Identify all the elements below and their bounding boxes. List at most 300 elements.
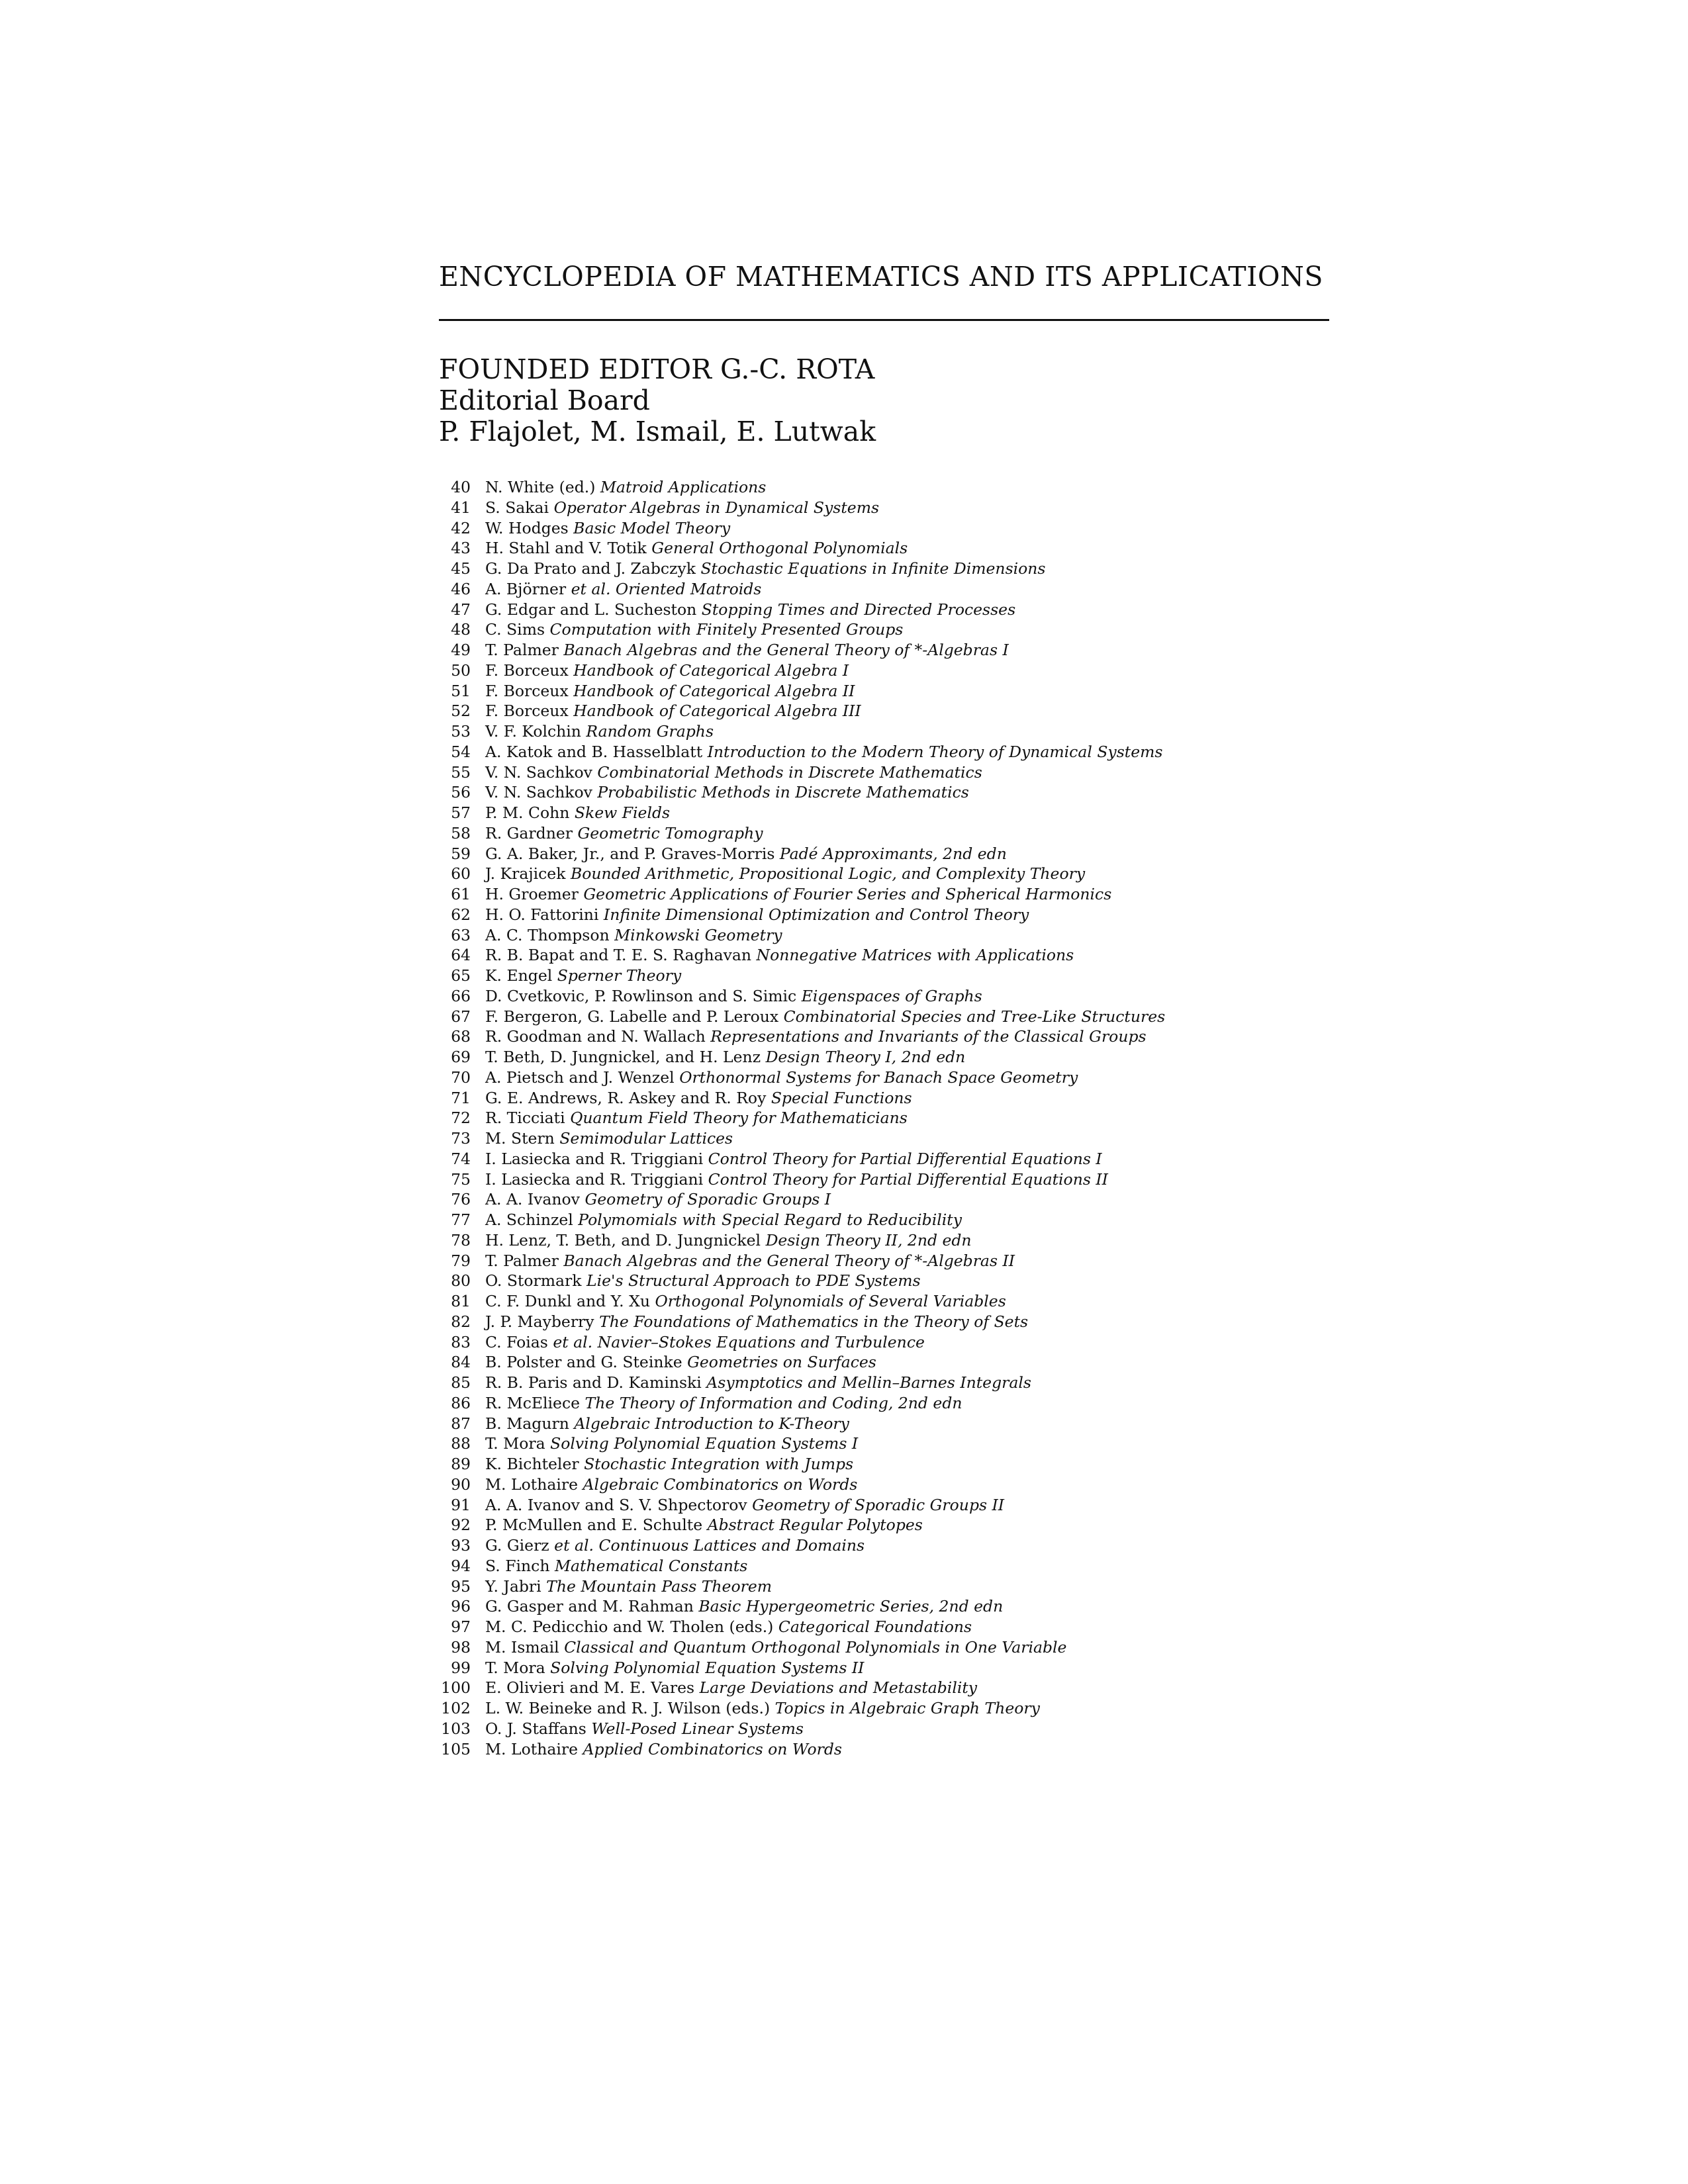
volume-text [485,619,903,640]
volume-authors-etal: et al. [571,579,611,598]
volume-title: Infinite Dimensional Optimization and Control Theory [603,905,1029,924]
volume-number: 56 [451,783,471,802]
volume-text [485,1251,1015,1271]
volume-number: 53 [451,722,471,741]
volume-number: 67 [451,1007,471,1026]
volume-entry [0,986,1688,1007]
volume-entry [0,1251,1688,1271]
volume-title: Random Graphs [586,722,714,741]
volume-text [485,701,861,721]
volume-number: 91 [451,1495,471,1514]
volume-entry [0,762,1688,783]
volume-number: 40 [451,478,471,496]
volume-title: Nonnegative Matrices with Applications [756,946,1074,965]
volume-title: Handbook of Categorical Algebra III [573,702,861,721]
volume-title: Handbook of Categorical Algebra II [573,681,855,700]
volume-entry [0,1149,1688,1169]
volume-text [485,844,1007,864]
volume-number: 81 [451,1292,471,1310]
volume-title: Matroid Applications [600,478,767,496]
volume-title: Polymomials with Special Regard to Reducibility [578,1210,962,1229]
volume-authors: R. B. Bapat and T. E. S. Raghavan [485,946,752,965]
volume-entry [0,1719,1688,1739]
volume-title: Navier–Stokes Equations and Turbulence [597,1332,925,1351]
volume-authors: A. A. Ivanov and S. V. Shpectorov [485,1495,747,1514]
volume-entry [0,681,1688,702]
volume-title: Special Functions [771,1088,912,1107]
volume-authors: C. Sims [485,620,545,639]
volume-text [485,1007,1165,1027]
volume-authors: A. Björner [485,579,567,598]
volume-entry [0,1495,1688,1516]
volume-number: 68 [451,1027,471,1046]
volume-entry [0,1515,1688,1535]
volume-entry [0,1535,1688,1556]
volume-title: Computation with Finitely Presented Groups [549,620,904,639]
volume-entry [0,1454,1688,1475]
volume-title: Asymptotics and Mellin–Barnes Integrals [706,1373,1031,1392]
volume-authors: S. Sakai [485,498,549,517]
volume-title: The Theory of Information and Coding, 2nd edn [585,1393,962,1412]
volume-title: Introduction to the Modern Theory of Dynamical Systems [707,742,1163,761]
volume-entry [0,721,1688,742]
volume-number: 69 [451,1048,471,1066]
volume-text [485,477,766,498]
volume-number: 98 [451,1637,471,1657]
volume-entry [0,518,1688,539]
volume-title: The Mountain Pass Theorem [546,1576,773,1596]
volume-number: 94 [451,1556,471,1575]
volume-number: 51 [451,681,471,700]
volume-entry [0,742,1688,762]
editorial-board-label: Editorial Board [439,385,650,416]
volume-title: Orthogonal Polynomials of Several Variables [655,1292,1006,1310]
volume-number: 105 [441,1739,471,1758]
volume-authors-etal: et al. [553,1332,593,1351]
volume-number: 60 [451,864,471,884]
volume-number: 97 [451,1617,471,1636]
volume-title: Algebraic Combinatorics on Words [583,1475,858,1494]
volume-text [485,1291,1006,1312]
founded-editor: FOUNDED EDITOR G.-C. ROTA [439,353,875,385]
volume-number: 66 [451,986,471,1005]
volume-text [485,1169,1108,1190]
volume-entry [0,1291,1688,1312]
volume-authors-etal: et al. [554,1536,594,1555]
volume-text [485,1617,972,1637]
volume-authors: B. Polster and G. Steinke [485,1353,682,1372]
volume-authors: M. Stern [485,1129,555,1148]
volume-entry [0,559,1688,579]
volume-entry [0,1556,1688,1576]
volume-entry [0,660,1688,681]
volume-text [485,498,879,518]
volume-title: Geometry of Sporadic Groups II [752,1495,1005,1514]
volume-number: 99 [451,1658,471,1677]
volume-entry [0,803,1688,823]
volume-authors: H. Groemer [485,885,579,903]
volume-title: Eigenspaces of Graphs [801,986,982,1005]
volume-authors: G. A. Baker, Jr., and P. Graves-Morris [485,844,775,863]
volume-entry [0,1026,1688,1047]
volume-title: Mathematical Constants [554,1556,748,1575]
volume-authors: L. W. Beineke and R. J. Wilson (eds.) [485,1699,771,1717]
volume-title: Control Theory for Partial Differential Equations II [708,1169,1108,1189]
volume-title: Abstract Regular Polytopes [707,1516,923,1535]
volume-authors: M. Lothaire [485,1475,579,1494]
editorial-board-members: P. Flajolet, M. Ismail, E. Lutwak [439,416,876,447]
volume-title: Continuous Lattices and Domains [598,1536,865,1555]
volume-text [485,1495,1004,1516]
volume-entry [0,1189,1688,1210]
volume-number: 74 [451,1149,471,1168]
volume-number: 102 [441,1699,471,1717]
volume-authors: I. Lasiecka and R. Triggiani [485,1149,704,1168]
volume-title: Large Deviations and Metastability [699,1678,978,1698]
volume-authors: M. Lothaire [485,1739,579,1758]
volume-number: 93 [451,1536,471,1555]
volume-authors: S. Finch [485,1556,550,1575]
volume-authors: G. Da Prato and J. Zabczyk [485,559,696,578]
volume-text [485,1433,858,1454]
volume-authors: G. Edgar and L. Sucheston [485,600,697,619]
volume-entry [0,1698,1688,1719]
volume-text [485,660,849,681]
volume-title: Control Theory for Partial Differential Equations I [708,1149,1102,1168]
volume-number: 83 [451,1332,471,1351]
volume-text [485,1068,1078,1088]
volume-entry [0,1596,1688,1617]
volume-number: 48 [451,620,471,639]
volume-number: 100 [441,1678,471,1698]
volume-entry [0,538,1688,559]
volume-authors: M. C. Pedicchio and W. Tholen (eds.) [485,1617,774,1636]
volume-number: 71 [451,1088,471,1107]
volume-number: 96 [451,1597,471,1616]
volume-authors: J. Krajicek [485,864,566,884]
volume-authors: M. Ismail [485,1637,559,1657]
volume-text [485,884,1111,905]
volume-title: Solving Polynomial Equation Systems I [550,1434,859,1453]
volume-authors: P. McMullen and E. Schulte [485,1516,703,1535]
volume-title: Padé Approximants, 2nd edn [779,844,1007,863]
volume-entry [0,1210,1688,1230]
volume-text [485,518,730,539]
volume-entry [0,701,1688,721]
volume-entry [0,782,1688,803]
volume-title: Geometric Applications of Fourier Series and Spherical Harmonics [583,885,1112,903]
volume-number: 85 [451,1373,471,1392]
volume-number: 65 [451,966,471,985]
volume-authors: R. B. Paris and D. Kaminski [485,1373,702,1392]
volume-title: Probabilistic Methods in Discrete Mathematics [597,783,969,802]
volume-entry [0,1739,1688,1760]
volume-entry [0,1637,1688,1658]
volume-number: 62 [451,905,471,924]
volume-entry [0,905,1688,925]
volume-text [485,1556,747,1576]
volume-text [485,782,969,803]
volume-title: Lie's Structural Approach to PDE Systems [586,1271,921,1291]
volume-entry [0,1230,1688,1251]
volume-number: 80 [451,1271,471,1291]
volume-title: Stochastic Equations in Infinite Dimensions [700,559,1046,578]
volume-title: Skew Fields [574,803,671,822]
volume-title: General Orthogonal Polynomials [651,539,908,558]
volume-authors: Y. Jabri [485,1576,541,1596]
volume-authors: T. Palmer [485,641,559,659]
volume-title: Design Theory II, 2nd edn [765,1230,972,1250]
volume-title: Minkowski Geometry [614,925,782,944]
volume-authors: F. Borceux [485,681,569,700]
volume-title: Geometries on Surfaces [687,1353,876,1372]
volume-text [485,1332,925,1353]
volume-authors: E. Olivieri and M. E. Vares [485,1678,695,1698]
volume-entry [0,1475,1688,1495]
volume-number: 59 [451,844,471,863]
volume-authors: G. Gierz [485,1536,549,1555]
volume-title: Handbook of Categorical Algebra I [573,660,849,680]
volume-text [485,1658,864,1678]
volume-text [485,1210,962,1230]
volume-entry [0,844,1688,864]
volume-text [485,1189,831,1210]
volume-text [485,1678,977,1698]
volume-entry [0,864,1688,884]
volume-entry [0,1393,1688,1414]
volume-entry [0,1414,1688,1434]
volume-text [485,1230,972,1251]
volume-text [485,966,681,986]
volume-text [485,640,1009,660]
volume-number: 57 [451,803,471,822]
volume-number: 84 [451,1353,471,1372]
volume-authors: I. Lasiecka and R. Triggiani [485,1169,704,1189]
volume-text [485,1576,772,1597]
volume-number: 73 [451,1129,471,1148]
volume-text [485,1475,857,1495]
volume-entry [0,1658,1688,1678]
volume-entry [0,477,1688,498]
volume-text [485,579,761,600]
volume-number: 92 [451,1516,471,1535]
volume-text [485,986,982,1007]
volume-authors: A. Katok and B. Hasselblatt [485,742,703,761]
volume-authors: A. Pietsch and J. Wenzel [485,1068,675,1087]
volume-number: 43 [451,539,471,558]
volume-list [0,477,1688,1759]
volume-text [485,1108,908,1128]
volume-text [485,1312,1028,1332]
volume-authors: K. Bichteler [485,1455,579,1473]
volume-authors: N. White (ed.) [485,478,596,496]
volume-text [485,762,982,783]
volume-entry [0,1332,1688,1353]
volume-title: Stochastic Integration with Jumps [584,1455,854,1473]
volume-authors: R. Gardner [485,823,573,842]
volume-text [485,721,714,742]
volume-number: 41 [451,498,471,517]
volume-number: 89 [451,1455,471,1473]
volume-entry [0,1088,1688,1109]
volume-title: Solving Polynomial Equation Systems II [550,1658,865,1677]
volume-text [485,1637,1066,1658]
volume-entry [0,1169,1688,1190]
volume-number: 49 [451,641,471,659]
volume-number: 79 [451,1251,471,1270]
volume-text [485,538,908,559]
volume-entry [0,619,1688,640]
volume-entry [0,579,1688,600]
volume-authors: W. Hodges [485,518,569,537]
volume-title: Stopping Times and Directed Processes [701,600,1016,619]
volume-title: Categorical Foundations [778,1617,972,1636]
volume-text [485,1414,849,1434]
volume-entry [0,1678,1688,1698]
volume-authors: A. Schinzel [485,1210,573,1229]
volume-number: 63 [451,925,471,944]
volume-title: Topics in Algebraic Graph Theory [774,1699,1040,1717]
volume-entry [0,1007,1688,1027]
volume-authors: F. Borceux [485,702,569,721]
volume-number: 55 [451,762,471,782]
volume-text [485,1373,1031,1393]
volume-title: Semimodular Lattices [559,1129,733,1148]
volume-number: 77 [451,1210,471,1229]
volume-entry [0,640,1688,660]
volume-authors: P. M. Cohn [485,803,570,822]
volume-text [485,1739,842,1760]
volume-entry [0,1576,1688,1597]
volume-title: Algebraic Introduction to K-Theory [574,1414,849,1433]
volume-entry [0,498,1688,518]
volume-title: Combinatorial Species and Tree-Like Structures [783,1007,1166,1026]
volume-authors: H. Lenz, T. Beth, and D. Jungnickel [485,1230,761,1250]
volume-number: 86 [451,1393,471,1412]
volume-text [485,1026,1147,1047]
volume-text [485,1698,1040,1719]
volume-number: 78 [451,1230,471,1250]
volume-entry [0,1271,1688,1291]
volume-authors: G. Gasper and M. Rahman [485,1597,694,1616]
volume-number: 47 [451,600,471,619]
volume-text [485,1271,921,1291]
volume-authors: T. Beth, D. Jungnickel, and H. Lenz [485,1048,761,1066]
volume-authors: G. E. Andrews, R. Askey and R. Roy [485,1088,767,1107]
volume-text [485,823,763,844]
volume-number: 75 [451,1169,471,1189]
series-title: ENCYCLOPEDIA OF MATHEMATICS AND ITS APPLICATIONS [439,261,1323,293]
volume-authors: T. Mora [485,1434,545,1453]
volume-authors: V. N. Sachkov [485,762,592,782]
volume-entry [0,1617,1688,1637]
volume-entry [0,1128,1688,1149]
volume-text [485,1515,923,1535]
volume-number: 50 [451,660,471,680]
volume-text [485,681,855,702]
volume-authors: T. Palmer [485,1251,559,1270]
editorial-block [439,354,876,447]
volume-text [485,1047,965,1068]
volume-title: Representations and Invariants of the Classical Groups [710,1027,1147,1046]
volume-title: The Foundations of Mathematics in the Theory of Sets [599,1312,1029,1331]
volume-text [485,1596,1003,1617]
volume-title: Classical and Quantum Orthogonal Polynomials in One Variable [564,1637,1067,1657]
volume-text [485,600,1015,620]
volume-title: Oriented Matroids [615,579,762,598]
volume-text [485,925,782,946]
volume-text [485,1352,876,1373]
volume-authors: C. Foias [485,1332,548,1351]
volume-title: Geometry of Sporadic Groups I [585,1190,831,1209]
volume-title: Orthonormal Systems for Banach Space Geometry [679,1068,1078,1087]
volume-number: 90 [451,1475,471,1494]
volume-text [485,803,670,823]
volume-authors: H. Stahl and V. Totik [485,539,647,558]
volume-number: 103 [441,1719,471,1738]
volume-text [485,1393,962,1414]
volume-text [485,905,1029,925]
volume-authors: A. C. Thompson [485,925,610,944]
volume-authors: C. F. Dunkl and Y. Xu [485,1292,650,1310]
volume-entry [0,925,1688,946]
volume-authors: D. Cvetkovic, P. Rowlinson and S. Simic [485,986,797,1005]
volume-text [485,742,1162,762]
volume-text [485,559,1046,579]
volume-authors: O. Stormark [485,1271,582,1291]
volume-authors: R. Goodman and N. Wallach [485,1027,706,1046]
volume-authors: B. Magurn [485,1414,569,1433]
volume-number: 61 [451,885,471,903]
volume-number: 46 [451,579,471,598]
volume-number: 88 [451,1434,471,1453]
volume-number: 45 [451,559,471,578]
volume-title: Geometric Tomography [577,823,763,842]
volume-title: Quantum Field Theory for Mathematicians [570,1109,908,1128]
volume-number: 54 [451,742,471,761]
volume-authors: H. O. Fattorini [485,905,599,924]
volume-entry [0,1312,1688,1332]
volume-authors: O. J. Staffans [485,1719,586,1738]
volume-title: Well-Posed Linear Systems [591,1719,804,1738]
volume-entry [0,966,1688,986]
volume-title: Combinatorial Methods in Discrete Mathematics [597,762,982,782]
volume-entry [0,1373,1688,1393]
volume-authors: F. Bergeron, G. Labelle and P. Leroux [485,1007,779,1026]
title-rule [439,319,1329,321]
volume-entry [0,823,1688,844]
volume-number: 72 [451,1109,471,1128]
volume-entry [0,1108,1688,1128]
volume-number: 52 [451,702,471,721]
volume-title: Operator Algebras in Dynamical Systems [553,498,880,517]
volume-entry [0,1433,1688,1454]
volume-entry [0,884,1688,905]
volume-number: 70 [451,1068,471,1087]
volume-number: 64 [451,946,471,965]
volume-authors: K. Engel [485,966,553,985]
volume-title: Applied Combinatorics on Words [583,1739,842,1758]
volume-authors: J. P. Mayberry [485,1312,594,1331]
volume-number: 42 [451,518,471,537]
volume-title: Design Theory I, 2nd edn [765,1048,966,1066]
volume-authors: T. Mora [485,1658,545,1677]
volume-text [485,1454,853,1475]
volume-text [485,1535,865,1556]
volume-text [485,1149,1102,1169]
volume-authors: V. F. Kolchin [485,722,581,741]
volume-number: 58 [451,823,471,842]
